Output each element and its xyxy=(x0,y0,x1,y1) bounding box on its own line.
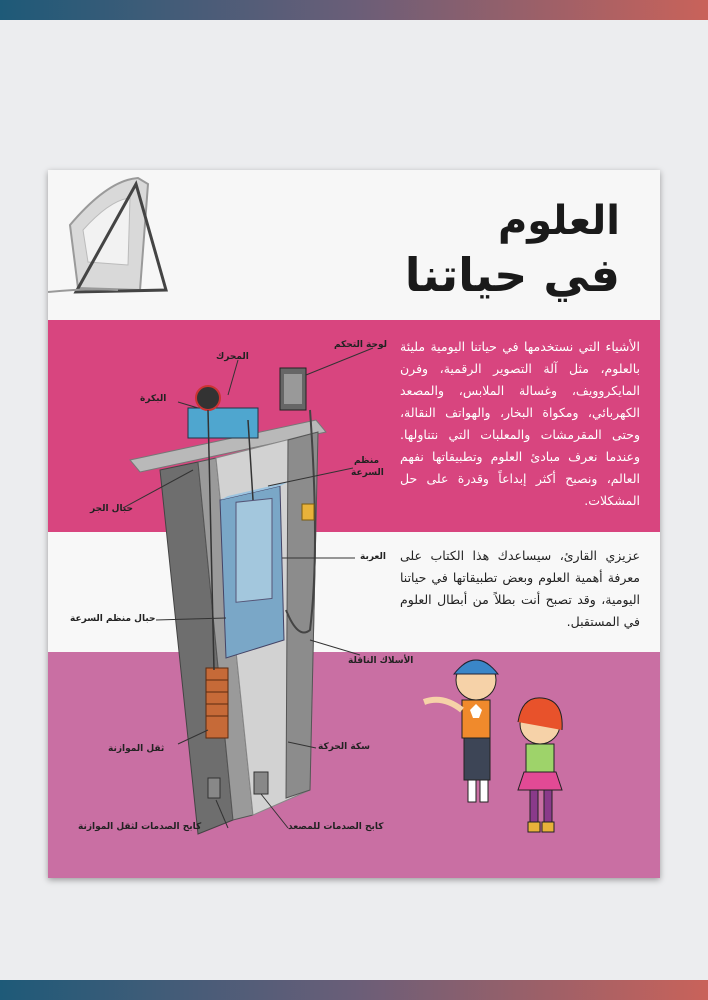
label-elevator-buffer: كابح الصدمات للمصعد xyxy=(288,822,384,832)
elevator-diagram xyxy=(130,368,326,834)
cover-paragraph-1: الأشياء التي نستخدمها في حياتنا اليومية مليئة بالعلوم، مثل آلة التصوير الرقمية، وفرن المايكروويف، وغسالة الملابس، والمصعد الكهربائي، ومكواة البخار، والهواتف النقالة، وحتى المقرمشات والمعلبات التي نتناولها. وعندما نعرف مبادئ العلوم وتطبيقاتها نفهم العالم، ونصبح أكثر إبداعاً وقدرة على حل المشكلات. xyxy=(400,339,640,508)
label-tow-ropes: حبال الجر xyxy=(90,504,134,514)
top-decor-bar xyxy=(0,0,708,20)
label-counterweight: ثقل الموازنة xyxy=(108,744,165,754)
label-guide-rail: سكة الحركة xyxy=(318,742,370,752)
label-pulley: البكرة xyxy=(140,394,167,404)
label-car: العربة xyxy=(360,552,386,562)
label-speed-governor-2: السرعة xyxy=(351,468,384,478)
label-governor-ropes: حبال منظم السرعة xyxy=(70,614,156,624)
cover-paragraph-2: عزيزي القارئ، سيساعدك هذا الكتاب على معرفة أهمية العلوم وبعض تطبيقاتها في حياتنا اليومية، وقد تصبح أنت بطلاً من أبطال العلوم في المستقبل. xyxy=(400,548,640,629)
cover-title-line2: في حياتنا xyxy=(404,248,620,302)
label-motor: المحرك xyxy=(216,352,249,362)
label-control-panel: لوحة التحكم xyxy=(334,340,388,350)
label-conducting-wires: الأسلاك الناقلة xyxy=(348,656,414,666)
label-counterweight-buffer: كابح الصدمات لثقل الموازنة xyxy=(78,822,202,832)
book-cover xyxy=(48,170,660,878)
bottom-decor-bar xyxy=(0,980,708,1000)
iron-icon xyxy=(48,178,166,292)
cover-title-line1: العلوم xyxy=(497,198,620,244)
label-speed-governor: منظم xyxy=(354,456,380,466)
children-illustration xyxy=(424,660,562,832)
